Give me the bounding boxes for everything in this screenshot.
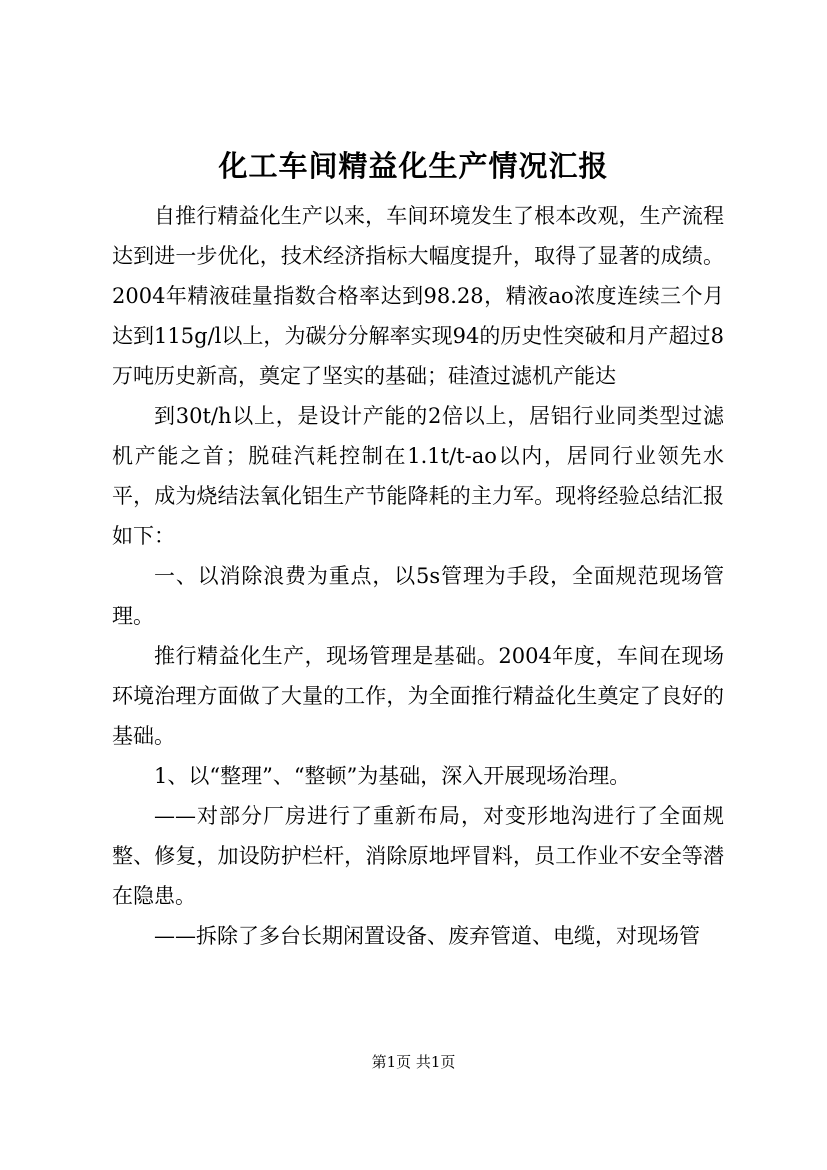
page-footer: 第1页 共1页 (371, 1053, 456, 1071)
subsection-heading-1: 1、以“整理”、“整顿”为基础，深入开展现场治理。 (154, 764, 631, 788)
section-heading-1: 一、以消除浪费为重点，以5s管理为手段，全面规范现场管理。 (112, 564, 724, 628)
document-title: 化工车间精益化生产情况汇报 (218, 149, 609, 183)
paragraph-site-management: 推行精益化生产，现场管理是基础。2004年度，车间在现场环境治理方面做了大量的工作，为全面推行精益化生奠定了良好的基础。 (112, 644, 724, 748)
paragraph-intro: 自推行精益化生产以来，车间环境发生了根本改观，生产流程达到进一步优化，技术经济指标大幅度提升，取得了显著的成绩。2004年精液硅量指数合格率达到98.28，精液ao浓度连续三个月达到115g/l以上，为碳分分解率实现94的历史性突破和月产超过8万吨历史新高，奠定了坚实的基础；硅渣过滤机产能达 (112, 204, 724, 388)
paragraph-dash-item-2: ——拆除了多台长期闲置设备、废弃管道、电缆，对现场管 (154, 924, 700, 948)
paragraph-dash-item-1: ——对部分厂房进行了重新布局，对变形地沟进行了全面规整、修复，加设防护栏杆，消除原地坪冒料，员工作业不安全等潜在隐患。 (112, 804, 724, 908)
document-body (112, 196, 724, 956)
paragraph-continuation: 到30t/h以上，是设计产能的2倍以上，居铝行业同类型过滤机产能之首；脱硅汽耗控制在1.1t/t-ao以内，居同行业领先水平，成为烧结法氧化铝生产节能降耗的主力军。现将经验总结汇报如下： (112, 404, 724, 548)
